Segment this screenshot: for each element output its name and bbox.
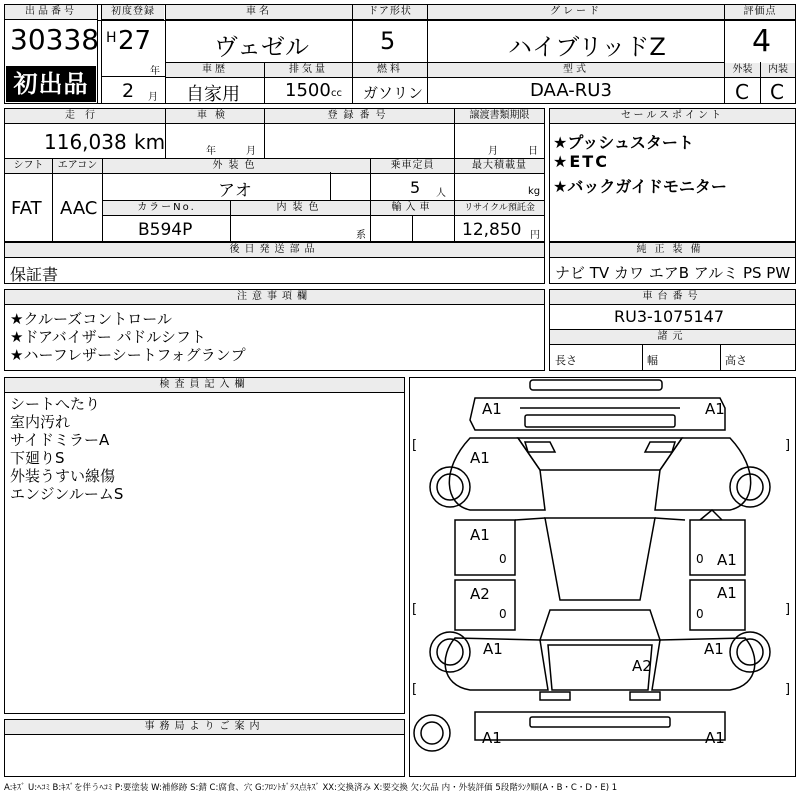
note-item: ★ハーフレザーシートフォグランプ: [10, 346, 246, 364]
color-no: B594P: [138, 220, 193, 240]
doors: 5: [380, 27, 396, 55]
inspection-label: 車検: [166, 109, 264, 124]
dims-label: 諸元: [550, 330, 795, 345]
interior-grade: C: [770, 80, 784, 104]
damage-mark: A1: [483, 640, 503, 658]
month-unit: 月: [148, 92, 158, 103]
inspector-item: 外装うすい線傷: [10, 467, 116, 485]
chassis-label: 車台番号: [550, 290, 795, 305]
import-label: 輸入車: [371, 201, 454, 216]
grade-label: グレード: [428, 5, 724, 20]
capacity-label: 乗車定員: [371, 159, 454, 174]
damage-mark: A1: [704, 640, 724, 658]
recycle-fee: 12,850: [462, 220, 522, 240]
model-code: DAA-RU3: [530, 80, 612, 101]
inspector-item: 下廻りS: [10, 449, 65, 467]
year-unit: 年: [150, 66, 160, 77]
length-label: 長さ: [555, 354, 577, 367]
later-parts-label: 後日発送部品: [5, 243, 544, 258]
damage-mark: A1: [482, 400, 502, 418]
doors-label: ドア形状: [353, 5, 427, 20]
capacity: 5: [410, 178, 421, 197]
damage-mark: A1: [717, 551, 737, 569]
inspection-year-unit: 年: [206, 146, 216, 157]
bracket-mark: ]: [785, 682, 791, 697]
zero-mark: 0: [499, 607, 507, 621]
legend-footer: A:ｷｽﾞ U:ﾍｺﾐ B:ｷｽﾞを伴うﾍｺﾐ P:要塗装 W:補修跡 S:錆 C:腐食、穴 G:ﾌﾛﾝﾄｶﾞﾗｽ点ｷｽﾞ XX:交換済み X:要交換 欠:欠品 内・外装評価 5段階ﾗﾝｸ順(A・B・C・D・E) 1: [4, 783, 618, 793]
office-label: 事務局よりご案内: [5, 720, 404, 735]
int-color-label: 内装色: [231, 201, 370, 216]
ac-label: エアコン: [53, 159, 102, 174]
era: H: [106, 30, 117, 46]
first-listing-badge: 初出品: [6, 66, 96, 102]
max-load-unit: kg: [528, 186, 541, 197]
mileage-label: 走行: [5, 109, 165, 124]
car-name-label: 車名: [166, 5, 352, 20]
bracket-mark: [: [412, 438, 418, 453]
capacity-unit: 人: [436, 188, 446, 199]
transfer-month-unit: 月: [488, 146, 498, 157]
bracket-mark: ]: [785, 602, 791, 617]
reg-year: 27: [118, 26, 152, 56]
displacement: 1500: [285, 80, 331, 101]
reg-number-label: 登録番号: [265, 109, 454, 124]
inspector-label: 検査員記入欄: [5, 378, 404, 393]
first-reg-label: 初度登録: [102, 5, 164, 20]
zero-mark: 0: [499, 552, 507, 566]
reg-month: 2: [122, 80, 135, 102]
inspector-item: 室内汚れ: [10, 413, 71, 431]
model-code-label: 型式: [428, 63, 724, 78]
ext-color-label: 外装色: [103, 159, 370, 174]
recycle-unit: 円: [530, 230, 540, 241]
grade: ハイブリッドZ: [508, 33, 666, 61]
inspector-item: サイドミラーA: [10, 431, 110, 449]
lot-number: 30338: [10, 23, 100, 56]
damage-mark: A1: [470, 526, 490, 544]
ac: AAC: [60, 198, 98, 219]
bracket-mark: [: [412, 682, 418, 697]
genuine-equipment-value: ナビ TV カワ エアB アルミ PS PW: [555, 264, 791, 282]
fuel-label: 燃料: [353, 63, 427, 78]
transfer-label: 譲渡書類期限: [455, 109, 544, 124]
inspector-item: エンジンルームS: [10, 485, 124, 503]
int-color-suffix: 系: [356, 230, 366, 241]
ext-color: アオ: [218, 181, 252, 201]
damage-mark: A1: [717, 584, 737, 602]
history: 自家用: [186, 84, 240, 105]
chassis-number: RU3-1075147: [614, 307, 725, 326]
max-load-label: 最大積載量: [455, 159, 544, 174]
notes-label: 注意事項欄: [5, 290, 544, 305]
sales-point-item: ★プッシュスタート: [553, 133, 694, 152]
recycle-label: リサイクル預託金: [455, 201, 544, 216]
inspection-month-unit: 月: [246, 146, 256, 157]
interior-label: 内装: [761, 63, 795, 78]
zero-mark: 0: [696, 607, 704, 621]
exterior-grade: C: [735, 80, 749, 104]
displacement-unit: cc: [331, 88, 342, 99]
damage-mark: A2: [470, 585, 490, 603]
height-label: 高さ: [725, 354, 747, 367]
lot-number-label: 出品番号: [5, 5, 97, 20]
shift: FAT: [11, 198, 42, 219]
color-no-label: カラーNo.: [103, 201, 230, 216]
damage-mark: A2: [632, 657, 652, 675]
note-item: ★クルーズコントロール: [10, 310, 172, 328]
shift-label: シフト: [5, 159, 52, 174]
sales-points-label: セールスポイント: [550, 109, 795, 124]
inspector-item: シートへたり: [10, 395, 101, 413]
sales-point-item: ★ETC: [553, 152, 609, 171]
fuel: ガソリン: [363, 84, 424, 102]
genuine-equipment-label: 純正装備: [550, 243, 795, 258]
bracket-mark: ]: [785, 438, 791, 453]
zero-mark: 0: [696, 552, 704, 566]
later-parts-value: 保証書: [10, 265, 59, 284]
transfer-day-unit: 日: [528, 146, 538, 157]
note-item: ★ドアバイザー パドルシフト: [10, 328, 206, 346]
car-name: ヴェゼル: [214, 33, 310, 61]
score: 4: [752, 24, 772, 59]
exterior-label: 外装: [725, 63, 760, 78]
score-label: 評価点: [725, 5, 795, 20]
history-label: 車歴: [166, 63, 264, 78]
damage-mark: A1: [470, 449, 490, 467]
mileage: 116,038: [44, 130, 127, 154]
damage-mark: A1: [482, 729, 502, 747]
bracket-mark: [: [412, 602, 418, 617]
mileage-unit: km: [134, 130, 166, 154]
displacement-label: 排気量: [265, 63, 352, 78]
width-label: 幅: [647, 354, 658, 367]
sales-point-item: ★バックガイドモニター: [553, 177, 727, 196]
damage-mark: A1: [705, 729, 725, 747]
damage-mark: A1: [705, 400, 725, 418]
